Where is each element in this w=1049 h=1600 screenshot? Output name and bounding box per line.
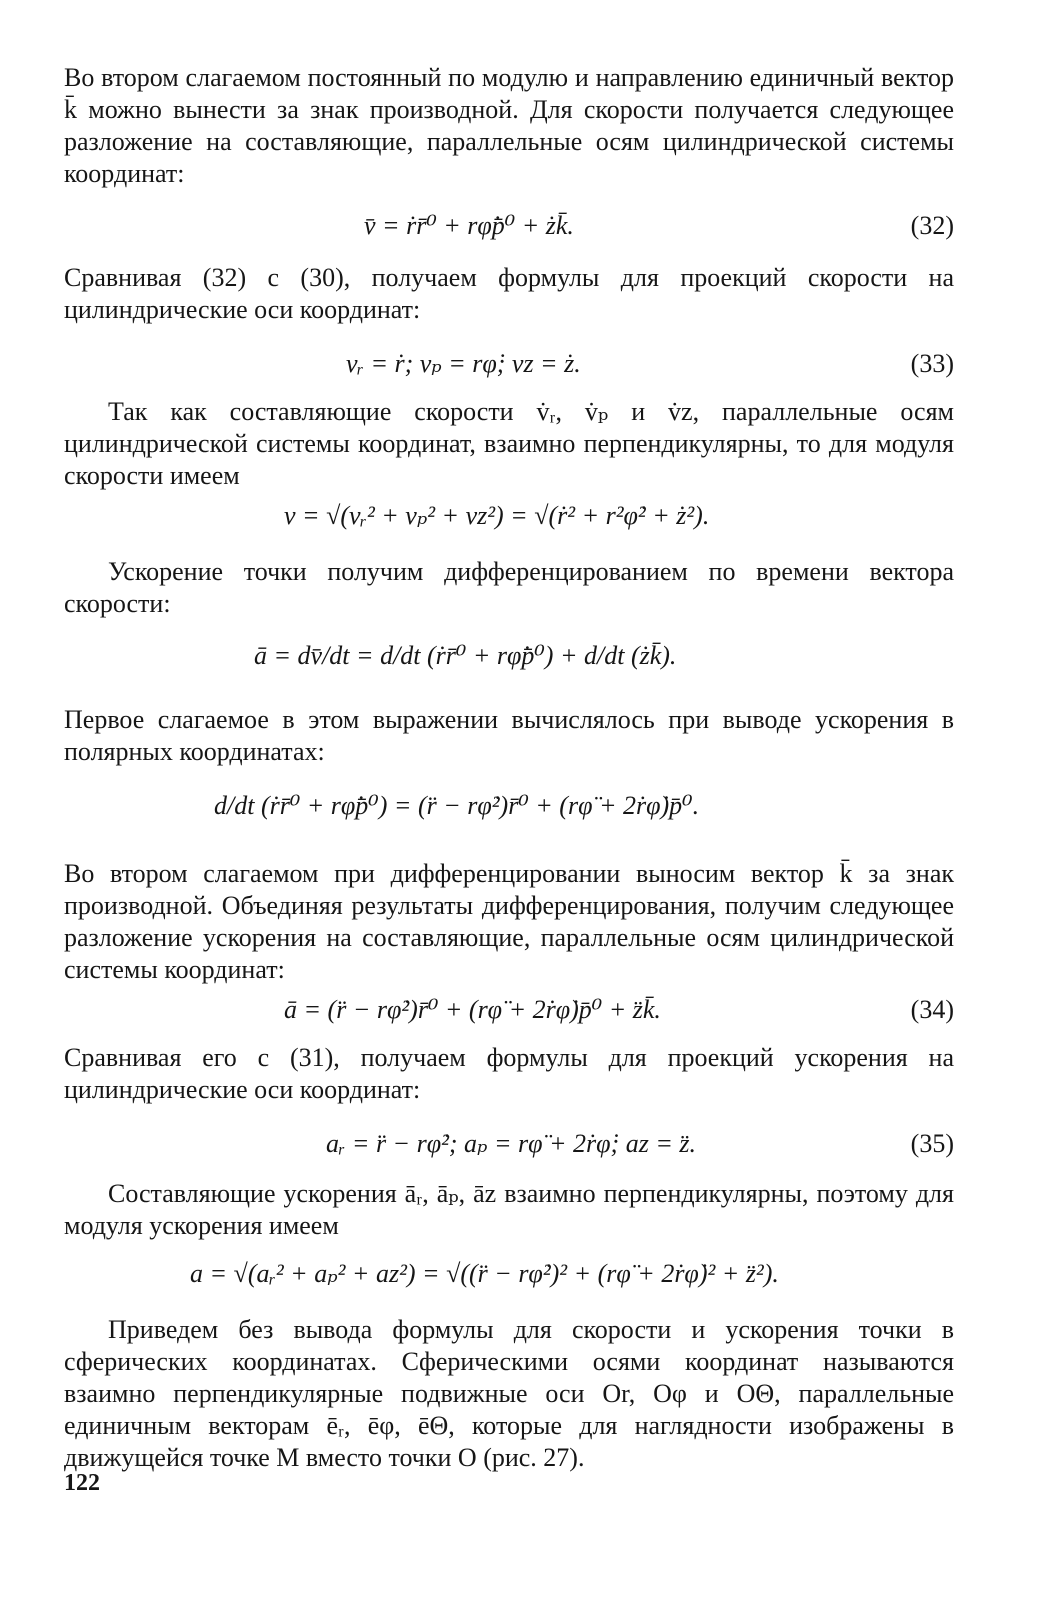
equation-acceleration-derivative-formula: ā = dv̄/dt = d/dt (ṙr̄⁰ + rφ̇p̄⁰) + d/dt (żk̄). <box>254 641 677 670</box>
paragraph-8: Составляющие ускорения āᵣ, āₚ, āz взаимно перпендикулярны, поэтому для модуля ускорения имеем <box>64 1179 954 1240</box>
equation-32-formula: v̄ = ṙr̄⁰ + rφ̇p̄⁰ + żk̄. <box>364 211 574 240</box>
page-number: 122 <box>64 1470 100 1496</box>
equation-33-number: (33) <box>910 349 954 378</box>
paragraph-4: Ускорение точки получим дифференцированием по времени вектора скорости: <box>64 557 954 618</box>
paragraph-7: Сравнивая его с (31), получаем формулы для проекций ускорения на цилиндрические оси координат: <box>64 1043 954 1104</box>
equation-35-formula: aᵣ = r̈ − rφ̇²; aₚ = rφ̈ + 2ṙφ̇; az = z̈. <box>326 1129 696 1158</box>
equation-33 <box>64 344 954 384</box>
paragraph-1: Во втором слагаемом постоянный по модулю и направлению единичный вектор k̄ можно вынести за знак производной. Для скорости получается следующее разложение на составляющие, параллельные осям цилиндрической системы координат: <box>64 63 954 188</box>
equation-32-number: (32) <box>910 211 954 240</box>
equation-polar-acceleration-formula: d/dt (ṙr̄⁰ + rφ̇p̄⁰) = (r̈ − rφ̇²)r̄⁰ + (rφ̈ + 2ṙφ̇)p̄⁰. <box>214 791 700 820</box>
equation-velocity-modulus <box>64 496 954 536</box>
paragraph-9: Приведем без вывода формулы для скорости и ускорения точки в сферических координатах. Сферическими осями координат называются взаимно перпендикулярные подвижные оси Or, Oφ и OΘ, параллельные единичным векторам ēᵣ, ēφ, ēΘ, которые для наглядности изображены в движущейся точке M вместо точки O (рис. 27). <box>64 1315 954 1472</box>
equation-polar-acceleration <box>64 786 954 826</box>
equation-acceleration-derivative <box>64 636 954 676</box>
paragraph-3: Так как составляющие скорости v̇ᵣ, v̇ₚ и v̇z, параллельные осям цилиндрической системы координат, взаимно перпендикулярны, то для модуля скорости имеем <box>64 397 954 490</box>
equation-35 <box>64 1124 954 1164</box>
equation-velocity-modulus-formula: v = √(vᵣ² + vₚ² + vz²) = √(ṙ² + r²φ̇² + ż²). <box>284 501 710 530</box>
equation-34 <box>64 990 954 1030</box>
equation-35-number: (35) <box>910 1129 954 1158</box>
paragraph-6: Во втором слагаемом при дифференцировании выносим вектор k̄ за знак производной. Объединяя результаты дифференцирования, получим следующее разложение ускорения на составляющие, параллельные осям цилиндрической системы координат: <box>64 859 954 984</box>
paragraph-2: Сравнивая (32) с (30), получаем формулы для проекций скорости на цилиндрические оси координат: <box>64 263 954 324</box>
equation-33-formula: vᵣ = ṙ; vₚ = rφ̇; vz = ż. <box>346 349 581 378</box>
paragraph-5: Первое слагаемое в этом выражении вычислялось при выводе ускорения в полярных координатах: <box>64 705 954 766</box>
equation-34-number: (34) <box>910 995 954 1024</box>
equation-acceleration-modulus-formula: a = √(aᵣ² + aₚ² + az²) = √((r̈ − rφ̇²)² + (rφ̈ + 2ṙφ̇)² + z̈²). <box>190 1259 779 1288</box>
equation-34-formula: ā = (r̈ − rφ̇²)r̄⁰ + (rφ̈ + 2ṙφ̇)p̄⁰ + z̈k̄. <box>284 995 661 1024</box>
equation-acceleration-modulus <box>64 1254 954 1294</box>
equation-32 <box>64 206 954 246</box>
